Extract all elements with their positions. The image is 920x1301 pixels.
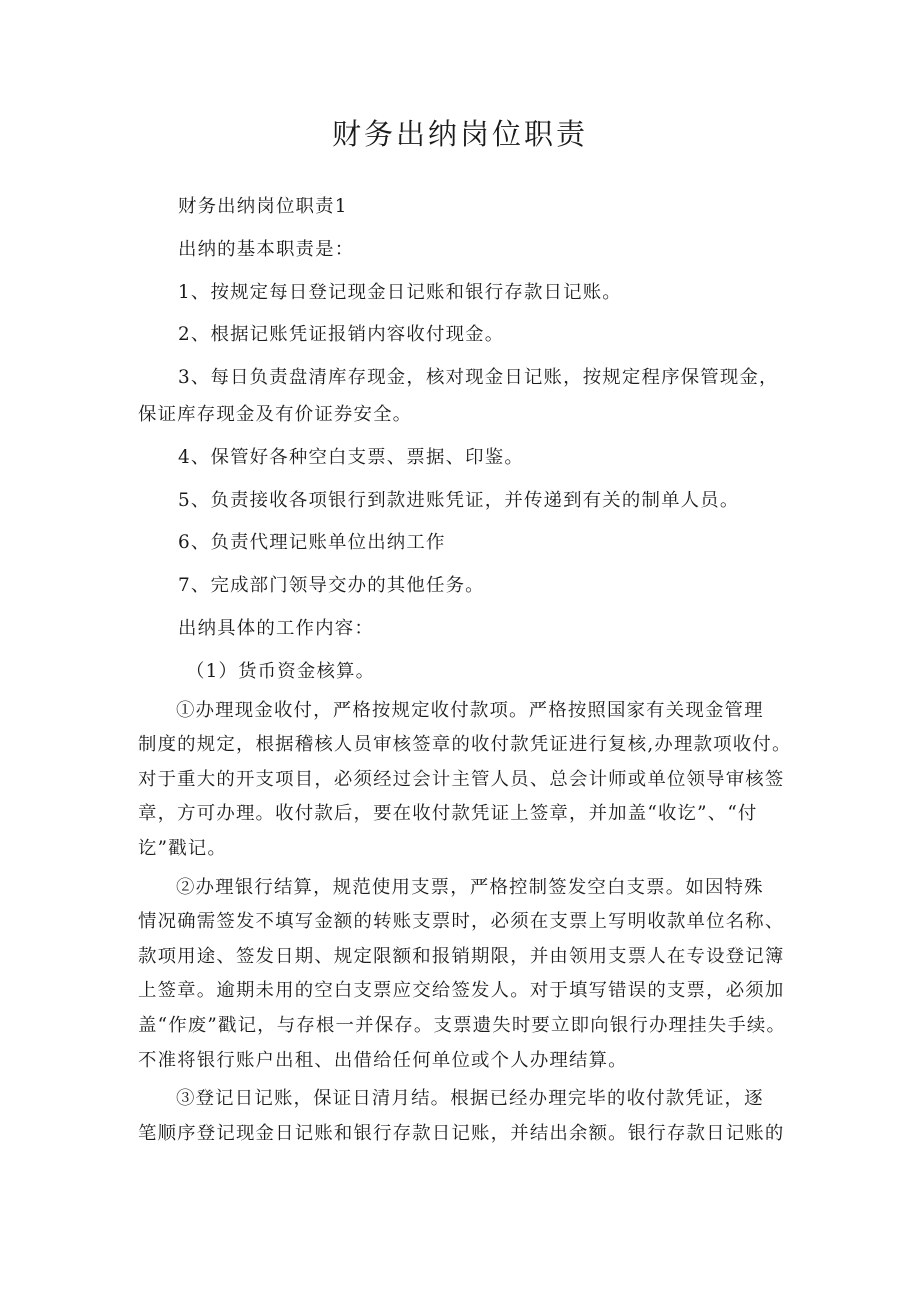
work-content-heading: 出纳具体的工作内容： (178, 617, 374, 639)
paragraph-line: 不准将银行账户出租、出借给任何单位或个人办理结算。 (138, 1049, 628, 1071)
paragraph-line: 章，方可办理。收付款后，要在收付款凭证上签章，并加盖“收讫”、“付 (138, 803, 758, 825)
basic-duties-heading: 出纳的基本职责是： (178, 238, 355, 260)
paragraph-line: 盖“作废”戳记，与存根一并保存。支票遗失时要立即向银行办理挂失手续。 (138, 1014, 787, 1036)
duty-item-1: 1、按规定每日登记现金日记账和银行存款日记账。 (178, 281, 622, 303)
document-body (138, 186, 794, 1155)
paragraph-line: 上签章。逾期未用的空白支票应交给签发人。对于填写错误的支票，必须加 (138, 980, 785, 1002)
paragraph-line: 对于重大的开支项目，必须经过会计主管人员、总会计师或单位领导审核签 (138, 768, 785, 790)
section-heading: 财务出纳岗位职责1 (178, 196, 348, 217)
paragraph-journal (138, 1082, 794, 1151)
paragraph-line: 制度的规定，根据稽核人员审核签章的收付款凭证进行复核,办理款项收付。 (138, 734, 792, 756)
duty-item-4: 4、保管好各种空白支票、票据、印鉴。 (178, 446, 524, 468)
paragraph-line: 讫”戳记。 (138, 837, 227, 859)
paragraph-bank-settlement (138, 871, 794, 1079)
paragraph-line: ②办理银行结算，规范使用支票，严格控制签发空白支票。如因特殊 (176, 876, 764, 898)
duty-item-2: 2、根据记账凭证报销内容收付现金。 (178, 324, 505, 346)
duty-item-3: 3、每日负责盘清库存现金，核对现金日记账，按规定程序保管现金， (178, 367, 779, 389)
paragraph-line: ③登记日记账，保证日清月结。根据已经办理完毕的收付款凭证，逐 (176, 1088, 764, 1110)
duty-item-7: 7、完成部门领导交办的其他任务。 (178, 575, 485, 597)
duty-item-5: 5、负责接收各项银行到款进账凭证，并传递到有关的制单人员。 (178, 489, 740, 511)
paragraph-line: 情况确需签发不填写金额的转账支票时，必须在支票上写明收款单位名称、 (138, 911, 785, 933)
document-title: 财务出纳岗位职责 (331, 117, 588, 151)
paragraph-line: 笔顺序登记现金日记账和银行存款日记账，并结出余额。银行存款日记账的 (138, 1122, 785, 1144)
duty-item-3-continued: 保证库存现金及有价证券安全。 (138, 403, 413, 425)
paragraph-line: 款项用途、签发日期、规定限额和报销期限，并由领用支票人在专设登记簿 (138, 945, 785, 967)
duty-item-6: 6、负责代理记账单位出纳工作 (178, 532, 446, 554)
item-1-heading: （1）货币资金核算。 (186, 660, 376, 682)
paragraph-cash-handling (138, 694, 794, 867)
paragraph-line: ①办理现金收付，严格按规定收付款项。严格按照国家有关现金管理 (176, 699, 764, 721)
